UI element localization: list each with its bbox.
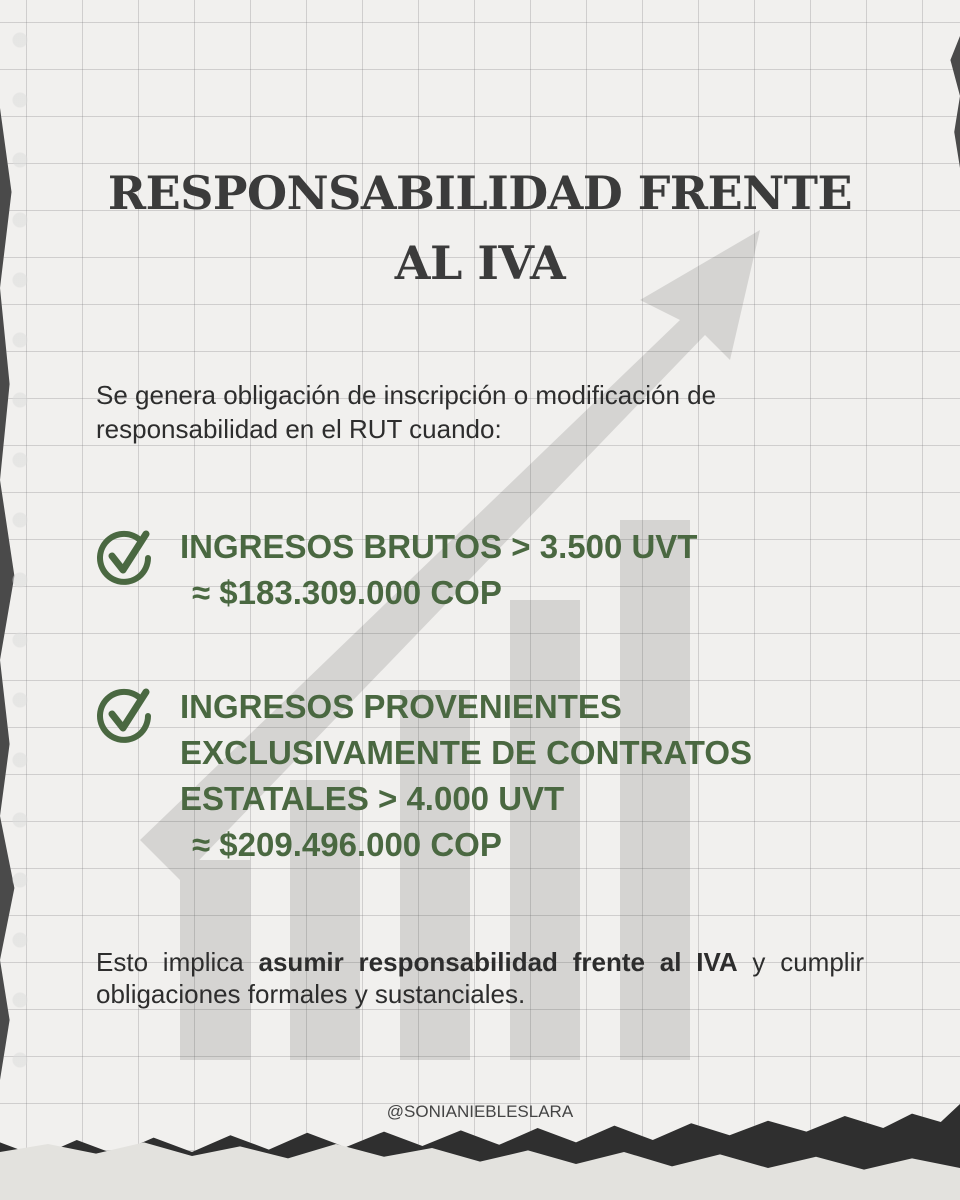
criterion-item-1 bbox=[180, 524, 697, 616]
criterion-1-line-1: INGRESOS BRUTOS > 3.500 UVT bbox=[180, 528, 698, 565]
check-circle-icon bbox=[96, 686, 154, 744]
criterion-2-line-1: INGRESOS PROVENIENTES bbox=[180, 688, 622, 725]
criterion-2-line-2: EXCLUSIVAMENTE DE CONTRATOS bbox=[180, 734, 753, 771]
closing-text bbox=[96, 946, 864, 1010]
criterion-2-line-4: ≈ $209.496.000 COP bbox=[192, 826, 502, 863]
closing-text-start: Esto implica bbox=[96, 947, 259, 977]
criterion-item-2 bbox=[180, 684, 752, 868]
page-title: RESPONSABILIDAD FRENTE AL IVA bbox=[107, 166, 853, 290]
dotted-margin bbox=[0, 0, 52, 1100]
closing-text-emphasis: asumir responsabilidad frente al IVA bbox=[258, 947, 738, 977]
criterion-1-line-2: ≈ $183.309.000 COP bbox=[192, 574, 502, 611]
author-handle: @SONIANIEBLESLARA bbox=[386, 1102, 574, 1121]
intro-text: Se genera obligación de inscripción o modificación de responsabilidad en el RUT cuando: bbox=[96, 380, 717, 444]
rising-arrow-chart-icon bbox=[120, 220, 800, 1060]
closing-text-end: y cumplir obligaciones formales y sustanciales. bbox=[96, 947, 864, 1009]
criterion-2-line-3: ESTATALES > 4.000 UVT bbox=[180, 780, 565, 817]
check-circle-icon bbox=[96, 528, 154, 586]
